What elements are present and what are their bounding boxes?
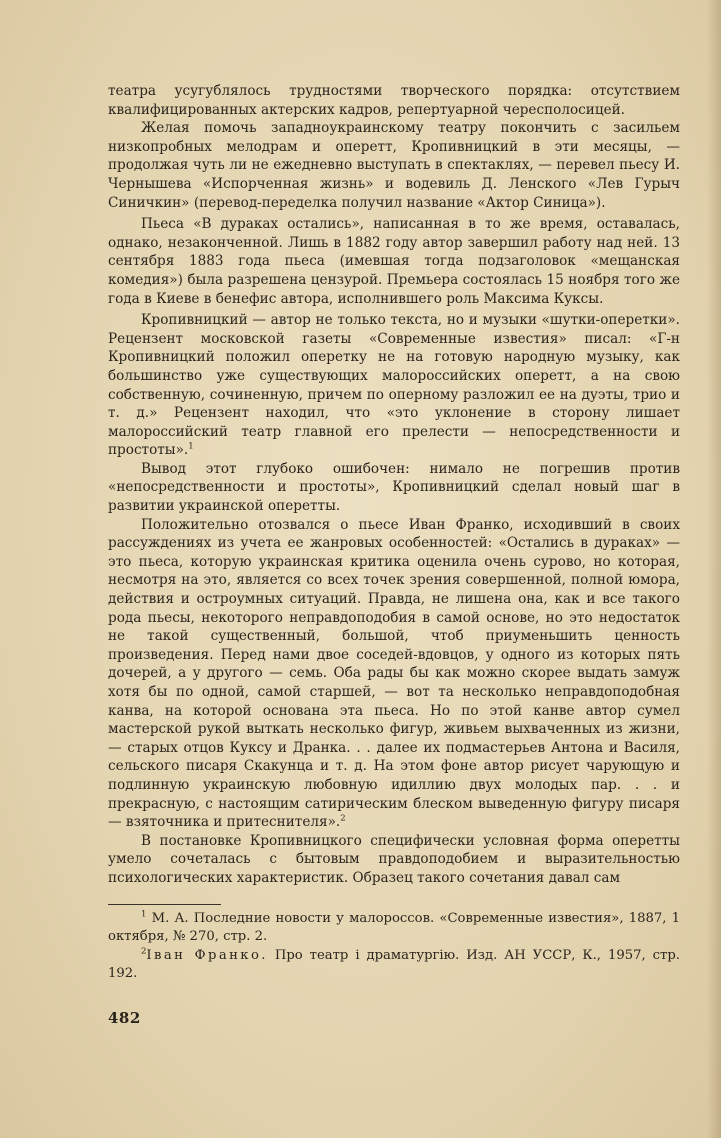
paragraph-7: В постановке Кропивницкого специфически условная форма оперетты умело сочеталась с бытовым правдоподобием и выразительностью психологических характеристик. Образец такого сочетания давал сам bbox=[108, 832, 680, 886]
footnote-number: 1 bbox=[141, 909, 147, 920]
footnote-number: 2 bbox=[141, 946, 147, 957]
page-number: 482 bbox=[108, 1009, 141, 1027]
paragraph-6: Положительно отозвался о пьесе Иван Франко, исходивший в своих рассуждениях из учета ее жанровых особенностей: «Остались в дураках» — это пьеса, которую украинская критика оценила очень сурово, но которая, несмотря на это, является со всех точек зрения совершенной, полной юмора, действия и остроумных ситуаций. Правда, не лишена она, как и все такого рода пьесы, некоторого неправдоподобия в самой основе, но это недостаток не такой существенный, большой, чтоб приуменьшить ценность произведения. Перед нами двое соседей-вдовцов, у одного из которых пять дочерей, а у другого — семь. Оба рады бы как можно скорее выдать замуж хотя бы по одной, самой старшей, — вот та несколько неправдоподобная канва, на которой основана эта пьеса. Но по этой канве автор сумел мастерской рукой выткать несколько фигур, живьем выхваченных из жизни, — старых отцов Куксу и Дранка. . . далее их подмастерьев Антона и Василя, сельского писаря Скакунца и т. д. На этом фоне автор рисует чарующую и подлинную украинскую любовную идиллию двух молодых пар. . . и прекрасную, с настоящим сатирическим блеском выведенную фигуру писаря — взяточника и притеснителя».$^2$ bbox=[108, 516, 680, 831]
paragraph-2: Желая помочь западноукраинскому театру покончить с засильем низкопробных мелодрам и оперетт, Кропивницкий в эти месяцы, — продолжая чуть ли не ежедневно выступать в спектаклях, — перевел пьесу И. Чернышева «Испорченная жизнь» и водевиль Д. Ленского «Лев Гурыч Синичкин» (перевод-переделка получил название «Актор Синица»). bbox=[108, 120, 680, 211]
main-text bbox=[108, 82, 680, 888]
footnote-author: Іван Франко. bbox=[146, 947, 268, 963]
paragraph-4: Кропивницкий — автор не только текста, но и музыки «шутки-оперетки». Рецензент московской газеты «Современные известия» писал: «Г-н Кропивницкий положил оперетку не на готовую народную музыку, как большинство уже существующих малороссийских оперетт, а на свою собственную, сочиненную, причем по оперному разложил ее на дуэты, трио и т. д.» Рецензент находил, что «это уклонение в сторону лишает малороссийский театр главной его прелести — непосредственности и простоты».$^1$ bbox=[108, 312, 680, 459]
footnote-1 bbox=[108, 910, 680, 947]
page-edge-shadow bbox=[707, 0, 721, 1138]
paragraph-3: Пьеса «В дураках остались», написанная в то же время, оставалась, однако, незаконченной. Лишь в 1882 году автор завершил работу над ней. 13 сентября 1883 года пьеса (имевшая тогда подзаголовок «мещанская комедия») была разрешена цензурой. Премьера состоялась 15 ноября того же года в Киеве в бенефис автора, исполнившего роль Максима Куксы. bbox=[108, 216, 680, 307]
footnote-2 bbox=[108, 947, 680, 984]
footnote-text: Про театр і драматургію. Изд. АН УССР, К., 1957, стр. 192. bbox=[108, 947, 680, 982]
paragraph-1: театра усугублялось трудностями творческого порядка: отсутствием квалифицированных актерских кадров, репертуарной чересполосицей. bbox=[108, 83, 680, 118]
footnote-ref-2: 2 bbox=[340, 813, 346, 824]
footnotes bbox=[108, 910, 680, 984]
footnote-ref-1: 1 bbox=[188, 441, 194, 452]
footnote-divider bbox=[108, 904, 221, 905]
footnote-text: М. А. Последние новости у малороссов. «Современные известия», 1887, 1 октября, № 270, стр. 2. bbox=[108, 911, 680, 945]
paragraph-5: Вывод этот глубоко ошибочен: нимало не погрешив против «непосредственности и простоты», Кропивницкий сделал новый шаг в развитии украинской оперетты. bbox=[108, 460, 680, 515]
